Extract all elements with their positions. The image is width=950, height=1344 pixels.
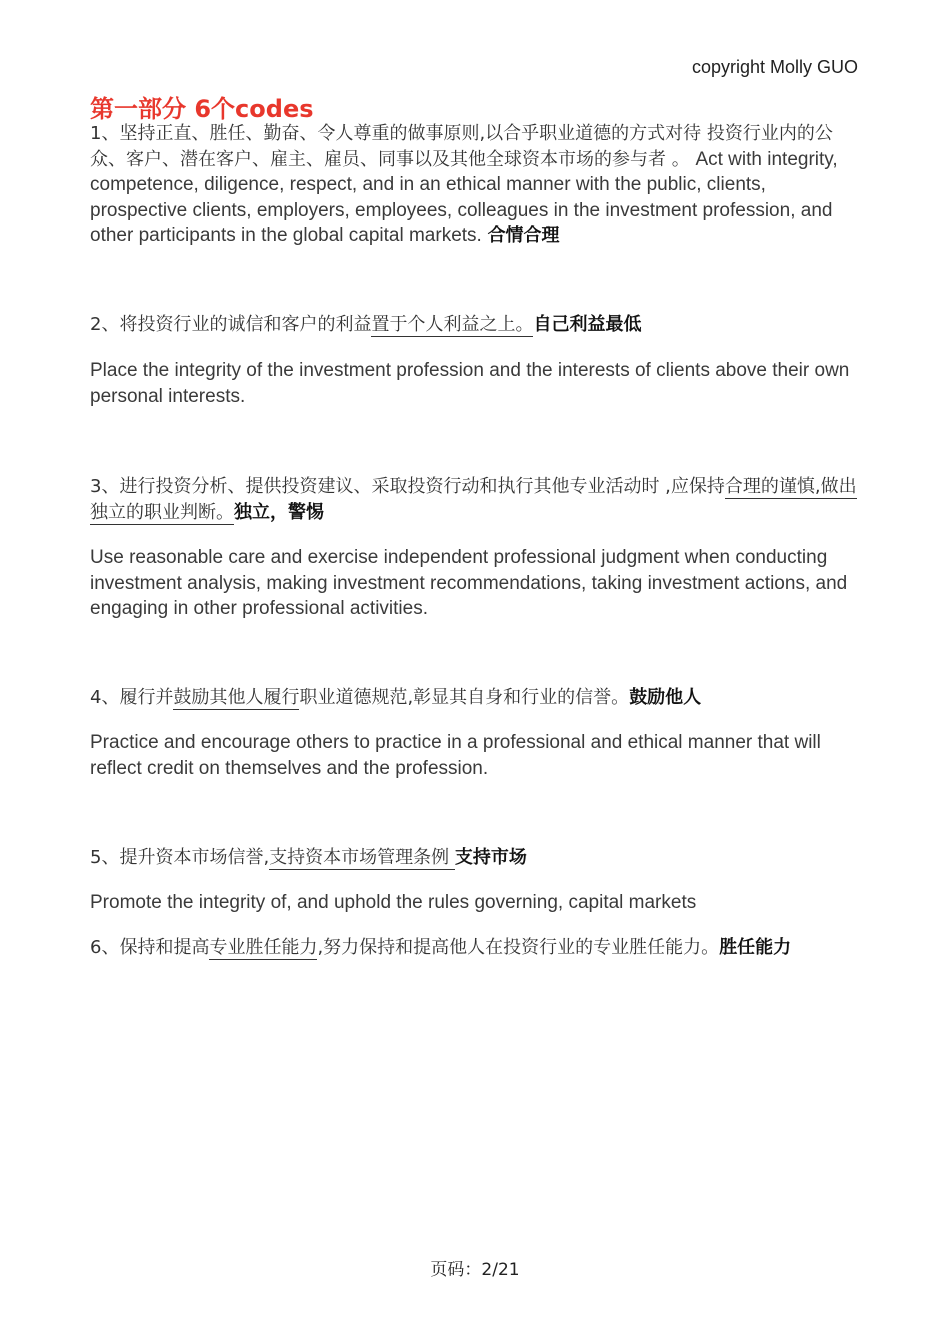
code-4-zh-text-pre: 4、履行并 [90,687,174,708]
code-5-zh [90,845,860,871]
code-5-underlined-text: 支持资本市场管理条例 [269,847,455,868]
code-5-keyword: 支持市场 [454,847,527,868]
code-1-zh-text: 1、坚持正直、胜任、勤奋、令人尊重的做事原则,以合乎职业道德的方式对待 投资行业内的公众、客户、潜在客户、雇主、雇员、同事以及其他全球资本市场的参与者 。 [90,123,833,170]
code-6-zh-text-post: ,努力保持和提高他人在投资行业的专业胜任能力。 [317,937,720,958]
code-5-zh-text: 5、提升资本市场信誉, [90,847,270,868]
code-3-underlined-text: 合理的谨慎,做出独立的职业判断。 [90,476,857,523]
code-2-zh-text: 2、将投资行业的诚信和客户的利益 [90,314,372,335]
code-4-zh-text-post: 职业道德规范,彰显其自身和行业的信誉。 [299,687,630,708]
code-6-zh [90,935,860,961]
code-4-zh [90,685,860,711]
copyright-notice: copyright Molly GUO [691,57,858,77]
page-number: 页码：2/21 [430,1260,520,1280]
code-6-keyword: 胜任能力 [719,937,792,958]
code-1-en-text: Act with integrity, competence, diligence, respect, and in an ethical manner with the public, clients, prospective clients, employers, employees, colleagues in the investment profession, and other participants in the global capital markets. [90,148,838,246]
code-4-keyword: 鼓励他人 [629,687,702,708]
code-4-en-text: Practice and encourage others to practice in a professional and ethical manner that will reflect credit on themselves and the profession. [90,732,821,779]
section-title: 第一部分 6个codes [90,95,314,123]
code-6-underlined-text: 专业胜任能力 [209,937,318,958]
code-4-underlined-text: 鼓励其他人履行 [173,687,300,708]
code-5-en-text: Promote the integrity of, and uphold the rules governing, capital markets [90,892,697,913]
code-6-zh-text-pre: 6、保持和提高 [90,937,210,958]
code-2-en-text: Place the integrity of the investment profession and the interests of clients above their own personal interests. [90,360,850,407]
code-1-keyword: 合情合理 [487,225,560,246]
code-3-zh [90,474,860,525]
code-3-zh-text: 3、进行投资分析、提供投资建议、采取投资行动和执行其他专业活动时 ,应保持 [90,476,725,497]
code-2-underlined-text: 置于个人利益之上。 [371,314,534,335]
code-2-zh [90,312,860,338]
code-2-keyword: 自己利益最低 [533,314,642,335]
code-3-keyword: 独立，警惕 [234,501,324,523]
code-1 [90,121,860,249]
code-3-en-text: Use reasonable care and exercise independent professional judgment when conducting investment analysis, making investment recommendations, taking investment actions, and engaging in other professional activities. [90,547,848,619]
